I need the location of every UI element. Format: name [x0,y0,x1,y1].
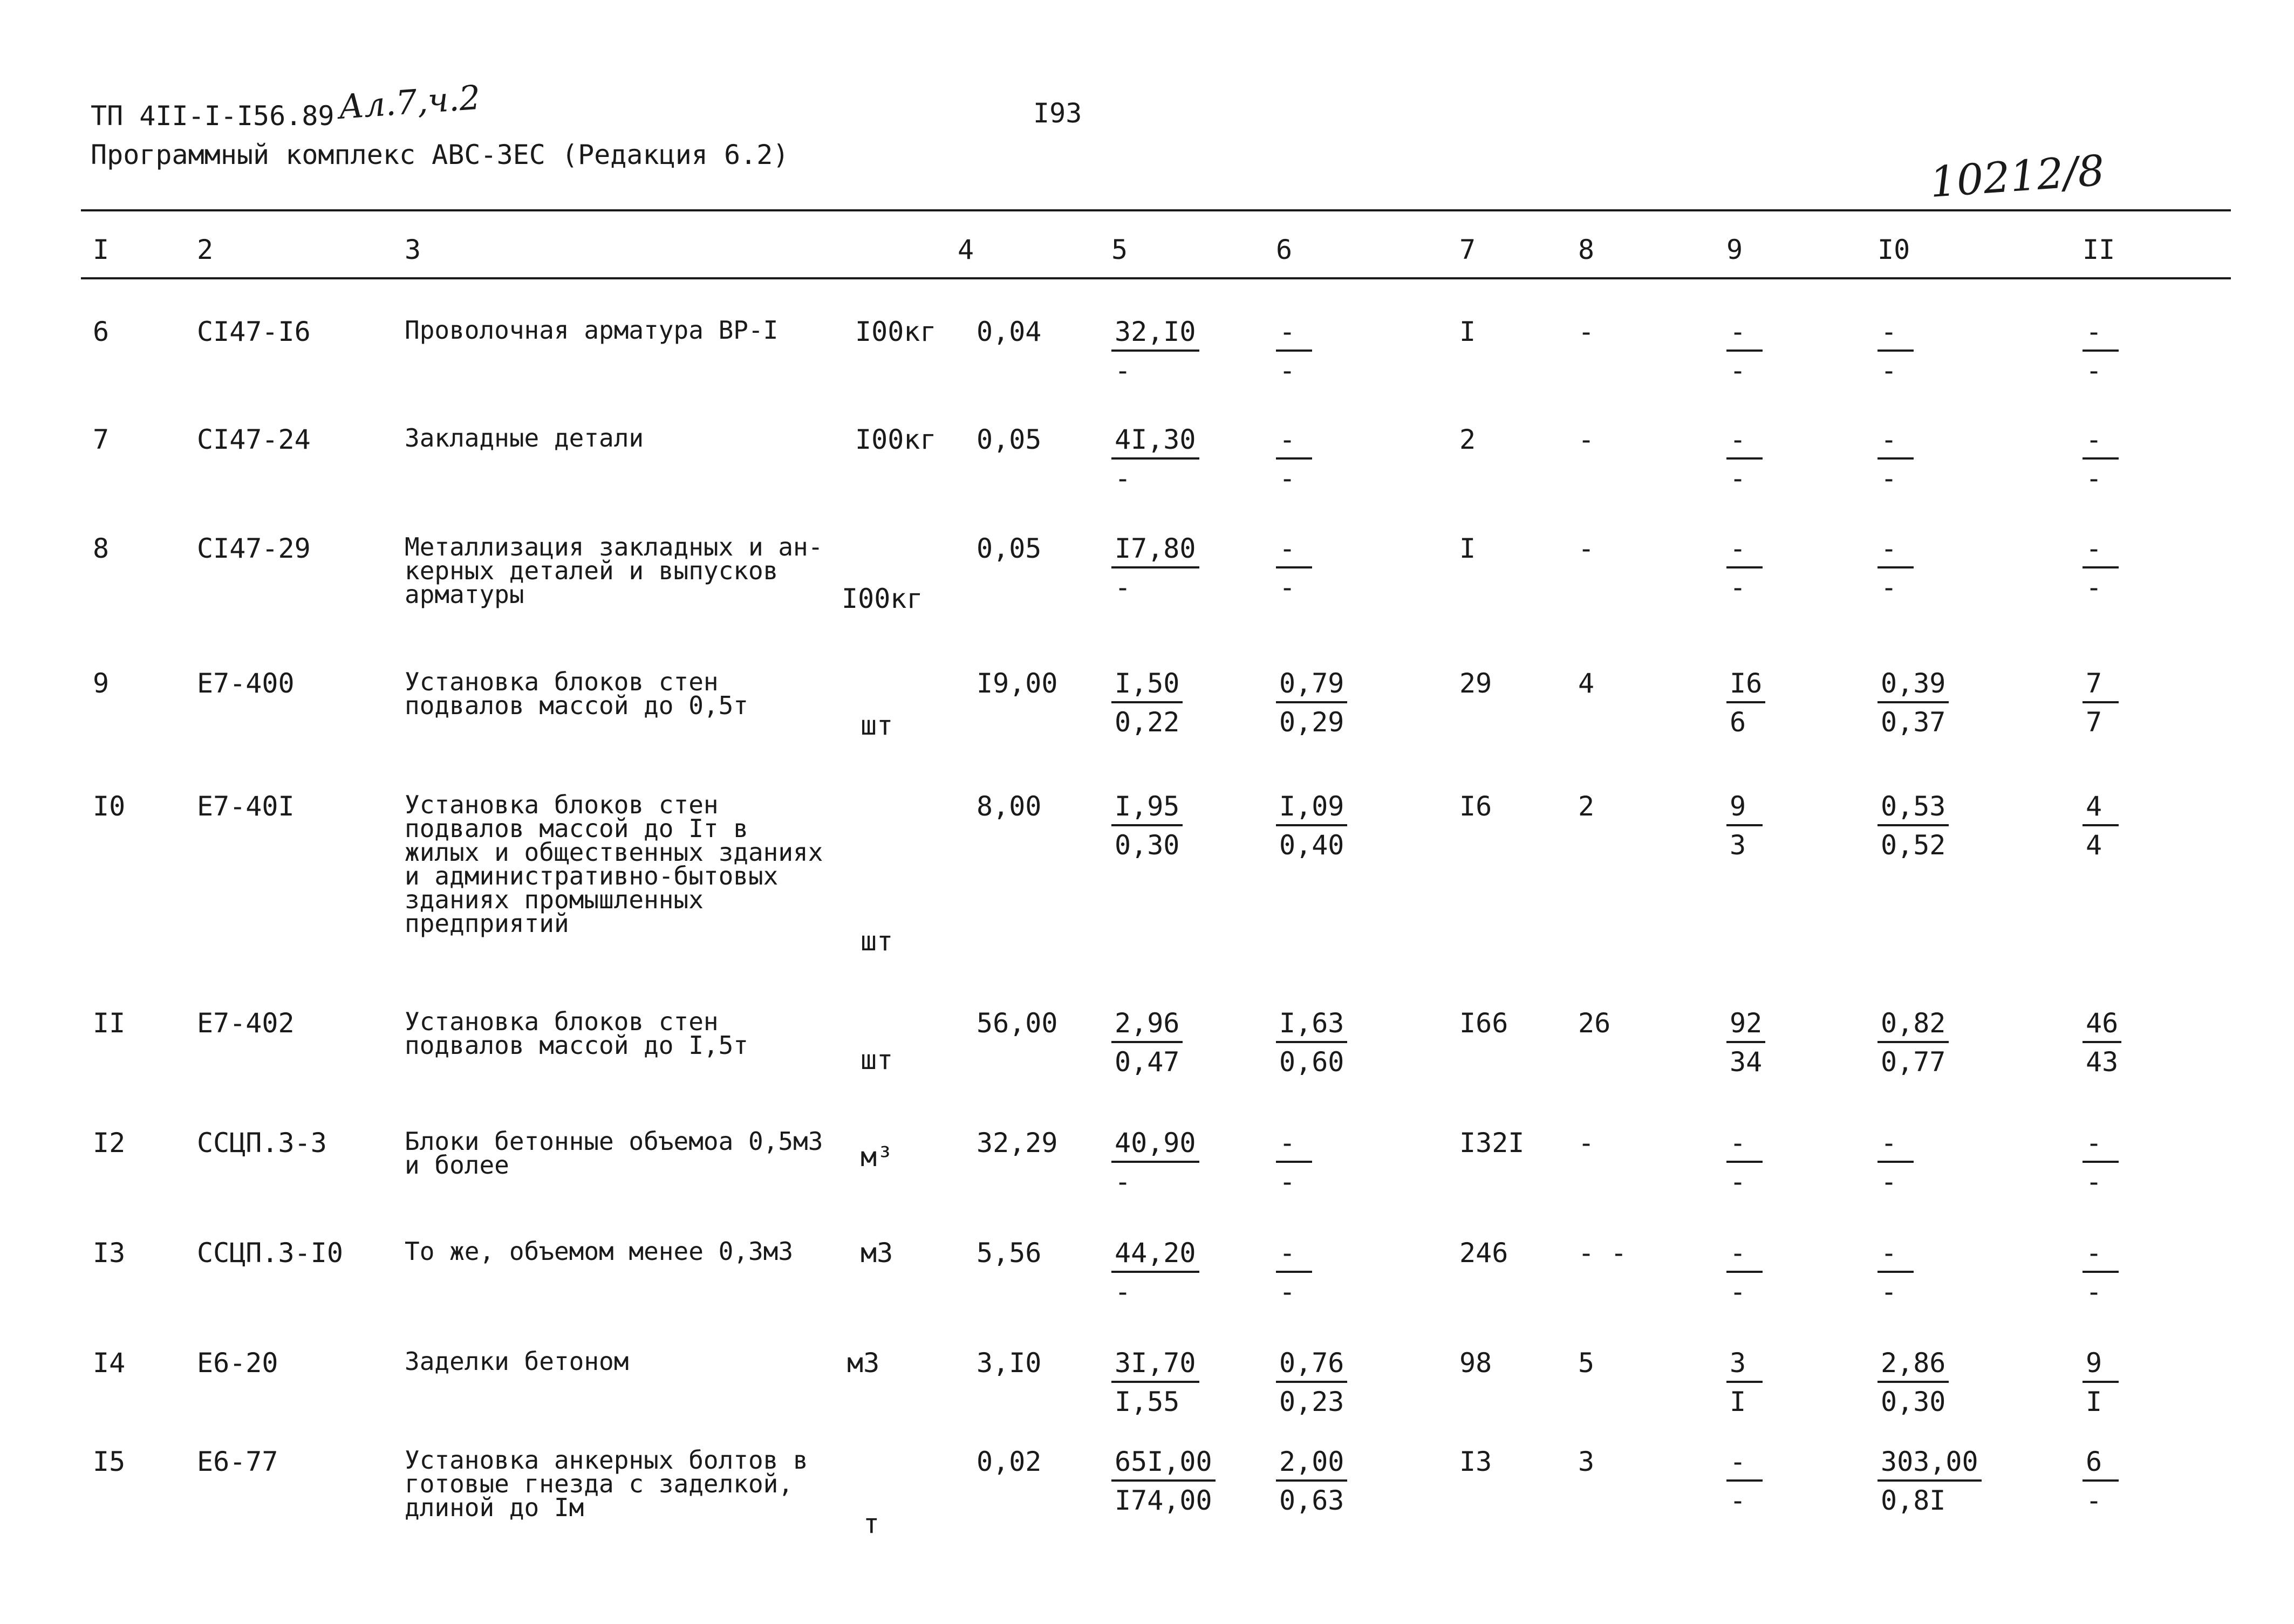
cell-col5-numerator: 65I,00 [1111,1448,1216,1482]
cell-col7: I66 [1459,1008,1508,1039]
cell-col11-denominator: I [2086,1386,2102,1417]
cell-col5-denominator: I74,00 [1115,1485,1212,1516]
row-description: Установка блоков стен подвалов массой до 0,5т [405,667,748,720]
cell-col10 [1877,793,1949,859]
cell-col6-denominator: 0,63 [1279,1485,1344,1516]
cell-col5 [1111,1008,1183,1078]
cell-col11-numerator: - [2083,318,2119,352]
cell-col5-numerator: 3I,70 [1111,1349,1199,1383]
cell-col5-numerator: I,50 [1111,670,1183,703]
handwritten-note: Ал.7,ч.2 [337,77,482,127]
row-unit: шт [861,1044,893,1075]
cell-col8: 2 [1578,791,1595,822]
row-code: Е7-402 [197,1008,295,1039]
cell-col9-numerator: - [1726,1239,1763,1273]
cell-col6-numerator: - [1276,426,1312,460]
cell-col5 [1111,426,1199,492]
cell-col8: - [1578,316,1595,347]
cell-col11-numerator: 9 [2083,1349,2119,1383]
row-unit: I00кг [855,316,937,347]
cell-col10 [1877,318,1914,384]
cell-col6 [1276,670,1347,736]
row-unit: шт [861,710,893,741]
row-code: Е6-77 [197,1446,278,1477]
row-quantity: 56,00 [977,1008,1058,1039]
row-description: Установка блоков стен подвалов массой до I,5т [405,1007,748,1060]
cell-col11-numerator: 4 [2083,793,2119,826]
cell-col5-denominator: I,55 [1115,1386,1180,1417]
cell-col7: 29 [1459,668,1492,699]
cell-col5-denominator: - [1115,463,1131,494]
row-quantity: 0,05 [977,533,1042,564]
row-description: Проволочная арматура ВР-I [405,316,779,345]
cell-col9-numerator: - [1726,535,1763,568]
cell-col10-numerator: 303,00 [1877,1448,1982,1482]
cell-col10-denominator: - [1881,463,1897,494]
cell-col9 [1726,1448,1763,1514]
cell-col6-denominator: - [1279,355,1296,386]
row-unit: I00кг [842,583,923,614]
row-quantity: 32,29 [977,1127,1058,1159]
cell-col11 [2083,426,2119,492]
row-description: Установка анкерных болтов в готовые гнезда с заделкой, длиной до Iм [405,1445,808,1522]
cell-col10 [1877,535,1914,601]
column-header-2: 2 [197,234,214,265]
row-number: I3 [93,1237,126,1269]
row-number: I4 [93,1347,126,1379]
doc-code: ТП 4II-I-I56.89 [91,100,334,132]
cell-col5-numerator: 4I,30 [1111,426,1199,460]
cell-col6 [1276,1129,1312,1195]
cell-col10-numerator: - [1877,1239,1914,1273]
cell-col7: I [1459,316,1476,347]
cell-col11-denominator: - [2086,1166,2102,1197]
cell-col10-denominator: - [1881,1276,1897,1307]
row-code: CI47-29 [197,533,311,564]
cell-col5 [1111,1448,1216,1514]
cell-col6-numerator: - [1276,535,1312,568]
cell-col6-denominator: - [1279,1276,1296,1307]
cell-col6-numerator: I,09 [1276,793,1347,826]
row-number: 8 [93,533,110,564]
cell-col10-numerator: - [1877,535,1914,568]
cell-col10 [1877,670,1949,736]
cell-col5-numerator: I7,80 [1111,535,1199,568]
subtitle: Программный комплекс АВС-3ЕС (Редакция 6.2) [91,139,789,170]
row-quantity: 5,56 [977,1237,1042,1269]
cell-col5 [1111,1239,1199,1305]
cell-col5-numerator: 32,I0 [1111,318,1199,352]
cell-col9-denominator: - [1730,1485,1746,1516]
cell-col6-numerator: - [1276,318,1312,352]
cell-col5-denominator: - [1115,572,1131,603]
cell-col9-numerator: - [1726,1448,1763,1482]
cell-col5-denominator: - [1115,355,1131,386]
row-description: Установка блоков стен подвалов массой до Iт в жилых и общественных зданиях и административно-бытовых зданиях промышленных предприятий [405,790,823,938]
cell-col10-numerator: - [1877,1129,1914,1163]
cell-col10-numerator: 0,53 [1877,793,1949,826]
cell-col11-numerator: - [2083,426,2119,460]
cell-col6-numerator: - [1276,1239,1312,1273]
cell-col9-numerator: - [1726,318,1763,352]
column-header-11: II [2083,234,2115,265]
cell-col11 [2083,1239,2119,1305]
cell-col6 [1276,1448,1347,1514]
cell-col10-numerator: - [1877,426,1914,460]
cell-col10-numerator: - [1877,318,1914,352]
cell-col10-denominator: - [1881,572,1897,603]
cell-col6-denominator: 0,60 [1279,1046,1344,1078]
cell-col6 [1276,1239,1312,1305]
cell-col11 [2083,1129,2119,1195]
cell-col6-denominator: 0,23 [1279,1386,1344,1417]
row-number: 7 [93,424,110,455]
cell-col10-denominator: - [1881,355,1897,386]
cell-col9-numerator: 9 [1726,793,1763,826]
row-code: Е6-20 [197,1347,278,1379]
row-description: Блоки бетонные объемоа 0,5м3 и более [405,1127,823,1180]
row-number: II [93,1008,126,1039]
cell-col5-numerator: 40,90 [1111,1129,1199,1163]
cell-col11-numerator: 6 [2083,1448,2119,1482]
cell-col9 [1726,426,1763,492]
cell-col7: I32I [1459,1127,1525,1159]
row-unit: м3 [861,1237,893,1269]
cell-col11-denominator: - [2086,355,2102,386]
row-description: Закладные детали [405,423,644,453]
cell-col5 [1111,793,1183,859]
cell-col11 [2083,793,2119,859]
cell-col6 [1276,1008,1347,1078]
cell-col6-denominator: 0,40 [1279,830,1344,861]
cell-col10 [1877,1448,1982,1514]
cell-col5-numerator: 44,20 [1111,1239,1199,1273]
row-description: Металлизация закладных и ан- керных деталей и выпусков арматуры [405,532,823,609]
row-code: Е7-400 [197,668,295,699]
cell-col10-numerator: 0,39 [1877,670,1949,703]
cell-col6 [1276,318,1312,384]
cell-col6 [1276,1349,1347,1415]
cell-col10 [1877,1129,1914,1195]
cell-col6-denominator: - [1279,463,1296,494]
cell-col9 [1726,1239,1763,1305]
cell-col10-numerator: 0,82 [1877,1010,1949,1043]
row-quantity: 0,02 [977,1446,1042,1477]
cell-col6-numerator: I,63 [1276,1010,1347,1043]
row-code: ССЦП.3-3 [197,1127,327,1159]
cell-col10 [1877,1239,1914,1305]
cell-col8: 26 [1578,1008,1611,1039]
cell-col5 [1111,535,1199,601]
cell-col5-numerator: 2,96 [1111,1010,1183,1043]
cell-col11 [2083,670,2119,736]
cell-col8: - [1578,533,1595,564]
cell-col9-denominator: - [1730,572,1746,603]
cell-col6 [1276,535,1312,601]
row-unit: шт [861,926,893,957]
cell-col10-denominator: 0,37 [1881,707,1946,738]
cell-col9-denominator: 6 [1730,707,1746,738]
cell-col11-denominator: 43 [2086,1046,2119,1078]
cell-col11 [2083,535,2119,601]
cell-col11 [2083,318,2119,384]
cell-col9 [1726,1008,1765,1078]
cell-col11-numerator: - [2083,1239,2119,1273]
cell-col5-denominator: - [1115,1276,1131,1307]
cell-col11-denominator: - [2086,572,2102,603]
cell-col5-numerator: I,95 [1111,793,1183,826]
cell-col10 [1877,1008,1949,1078]
cell-col10-denominator: 0,77 [1881,1046,1946,1078]
cell-col11-denominator: - [2086,1276,2102,1307]
row-number: I5 [93,1446,126,1477]
cell-col9-numerator: 92 [1726,1010,1765,1043]
cell-col8: 5 [1578,1347,1595,1379]
cell-col9-denominator: - [1730,1276,1746,1307]
page-number: I93 [1033,98,1082,129]
row-number: I2 [93,1127,126,1159]
cell-col5-denominator: - [1115,1166,1131,1197]
cell-col6-numerator: - [1276,1129,1312,1163]
cell-col8: 4 [1578,668,1595,699]
row-description: Заделки бетоном [405,1347,629,1376]
column-header-10: I0 [1877,234,1910,265]
cell-col6-numerator: 0,76 [1276,1349,1347,1383]
column-header-6: 6 [1276,234,1293,265]
column-header-8: 8 [1578,234,1595,265]
column-header-1: I [93,234,110,265]
cell-col10 [1877,426,1914,492]
cell-col9-denominator: - [1730,463,1746,494]
cell-col5-denominator: 0,30 [1115,830,1180,861]
cell-col5 [1111,670,1183,736]
cell-col11 [2083,1008,2121,1078]
cell-col11 [2083,1349,2119,1415]
row-quantity: 8,00 [977,791,1042,822]
column-header-9: 9 [1726,234,1743,265]
cell-col8: - [1578,1127,1595,1159]
row-code: ССЦП.3-I0 [197,1237,343,1269]
column-header-4: 4 [958,234,974,265]
cell-col6-numerator: 2,00 [1276,1448,1347,1482]
cell-col6 [1276,426,1312,492]
archive-stamp: 10212/8 [1928,146,2106,207]
cell-col5-denominator: 0,47 [1115,1046,1180,1078]
cell-col11-denominator: - [2086,463,2102,494]
column-header-3: 3 [405,234,421,265]
cell-col9-numerator: - [1726,1129,1763,1163]
header-bottom-rule [81,277,2231,279]
cell-col9 [1726,535,1763,601]
cell-col11 [2083,1448,2119,1514]
row-code: Е7-40I [197,791,295,822]
cell-col9-denominator: I [1730,1386,1746,1417]
cell-col7: I6 [1459,791,1492,822]
cell-col5 [1111,1349,1199,1415]
cell-col9-numerator: I6 [1726,670,1765,703]
cell-col11-denominator: 7 [2086,707,2102,738]
cell-col7: 246 [1459,1237,1508,1269]
row-code: CI47-I6 [197,316,311,347]
cell-col9 [1726,670,1765,736]
row-description: То же, объемом менее 0,3м3 [405,1237,794,1266]
cell-col7: I [1459,533,1476,564]
cell-col9-denominator: - [1730,1166,1746,1197]
cell-col11-numerator: - [2083,1129,2119,1163]
cell-col10-denominator: - [1881,1166,1897,1197]
cell-col11-numerator: 7 [2083,670,2119,703]
cell-col9-numerator: 3 [1726,1349,1763,1383]
cell-col7: I3 [1459,1446,1492,1477]
cell-col7: 2 [1459,424,1476,455]
cell-col10-denominator: 0,30 [1881,1386,1946,1417]
cell-col6-denominator: 0,29 [1279,707,1344,738]
row-unit: т [863,1508,880,1539]
cell-col5-denominator: 0,22 [1115,707,1180,738]
row-code: CI47-24 [197,424,311,455]
cell-col11-numerator: 46 [2083,1010,2121,1043]
column-header-7: 7 [1459,234,1476,265]
cell-col6-numerator: 0,79 [1276,670,1347,703]
cell-col7: 98 [1459,1347,1492,1379]
row-quantity: I9,00 [977,668,1058,699]
table-top-rule [81,209,2231,211]
cell-col10-numerator: 2,86 [1877,1349,1949,1383]
row-unit: м³ [861,1141,893,1173]
cell-col9-numerator: - [1726,426,1763,460]
cell-col10-denominator: 0,52 [1881,830,1946,861]
cell-col10-denominator: 0,8I [1881,1485,1946,1516]
cell-col9-denominator: - [1730,355,1746,386]
cell-col9 [1726,1129,1763,1195]
column-header-5: 5 [1111,234,1128,265]
cell-col9 [1726,318,1763,384]
row-number: 9 [93,668,110,699]
row-unit: м3 [847,1347,880,1379]
cell-col5 [1111,318,1199,384]
row-number: 6 [93,316,110,347]
cell-col8: 3 [1578,1446,1595,1477]
cell-col11-denominator: 4 [2086,830,2102,861]
cell-col9-denominator: 34 [1730,1046,1763,1078]
row-number: I0 [93,791,126,822]
cell-col9 [1726,1349,1763,1415]
cell-col11-denominator: - [2086,1485,2102,1516]
row-quantity: 0,04 [977,316,1042,347]
cell-col6-denominator: - [1279,572,1296,603]
cell-col8: - [1578,424,1595,455]
cell-col8: - - [1578,1237,1627,1269]
cell-col11-numerator: - [2083,535,2119,568]
cell-col10 [1877,1349,1949,1415]
row-quantity: 0,05 [977,424,1042,455]
cell-col9 [1726,793,1763,859]
cell-col6 [1276,793,1347,859]
row-quantity: 3,I0 [977,1347,1042,1379]
row-unit: I00кг [855,424,937,455]
cell-col5 [1111,1129,1199,1195]
cell-col6-denominator: - [1279,1166,1296,1197]
cell-col9-denominator: 3 [1730,830,1746,861]
